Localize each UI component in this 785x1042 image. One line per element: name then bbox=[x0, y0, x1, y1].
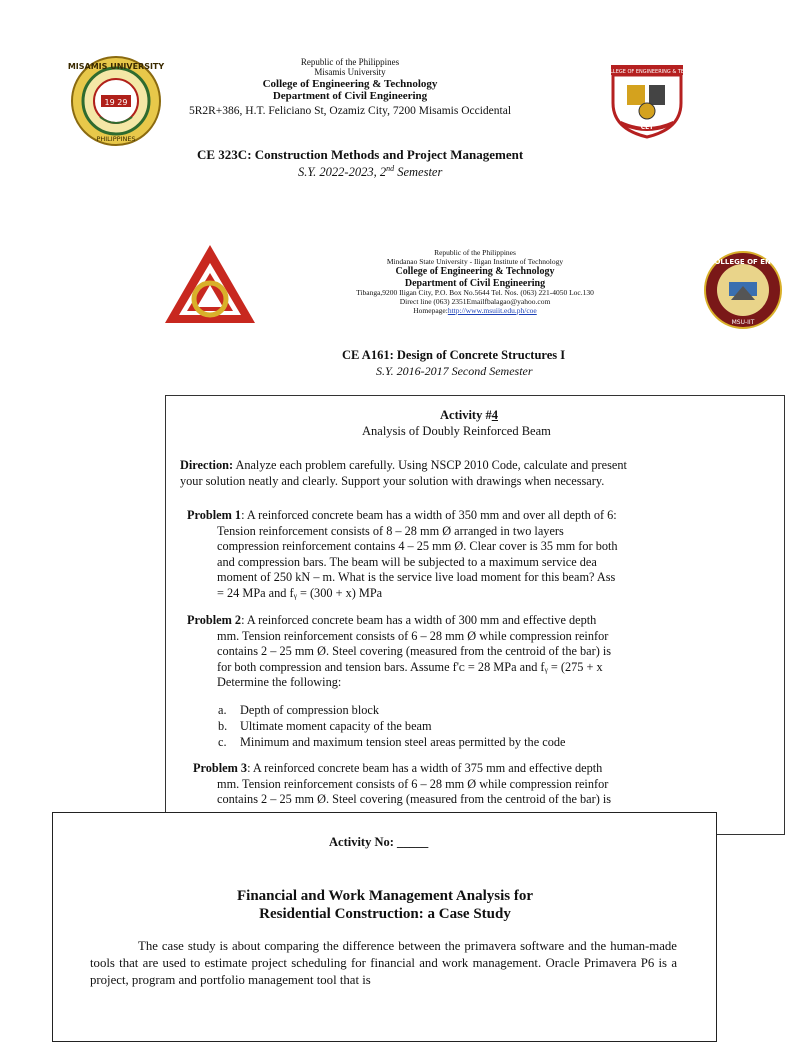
address-2: Tibanga,9200 Iligan City, P.O. Box No.5644 Tel. Nos. (063) 221-4050 Loc.130 bbox=[356, 288, 594, 298]
case-study-body: The case study is about comparing the difference between the primavera software and the human-made tools that are used to estimate project scheduling for financial and work management. Oracle Primavera P6 is a project, program and portfolio management tool that is bbox=[90, 939, 677, 987]
republic-line-2: Republic of the Philippines bbox=[434, 248, 516, 257]
msu-iit-triangle-logo bbox=[163, 243, 257, 327]
direct-line: Direct line (063) 2351Emailfbalagao@yahoo.com bbox=[399, 296, 551, 306]
problem-2: Problem 2: A reinforced concrete beam has a width of 300 mm and effective depth mm. Tension reinforcement consists of 6 – 28 mm Ø while compression reinfor contains 2 – 25 mm Ø. Steel covering (measured from the centroid of the bar) is for both compression and tension bars. Assume f'ᴄ = 28 MPa and fᵧ = (275 + x Determine the following: bbox=[187, 613, 612, 689]
list-item: a. Depth of compression block bbox=[218, 703, 379, 717]
cet-shield-logo bbox=[602, 63, 692, 139]
activity-title: Activity #4 bbox=[440, 408, 498, 422]
semester-1: S.Y. 2022-2023, 2nd Semester bbox=[298, 164, 443, 180]
department-name: Department of Civil Engineering bbox=[272, 90, 428, 103]
problem-1: Problem 1: A reinforced concrete beam has a width of 350 mm and over all depth of 6: Tension reinforcement consists of 8 – 28 mm Ø arranged in two layers compression reinforcement contains 4 – 25 mm Ø. Clear cover is 35 mm for both and compression bars. The beam will be subjected to a maximum service dea moment of 250 kN – m. What is the service live load moment for this beam? Ass = 24 MPa and fᵧ = (300 + x) MPa bbox=[187, 508, 618, 600]
homepage-link[interactable]: http://www.msuiit.edu.ph/coe bbox=[447, 305, 537, 315]
university-name: Misamis University bbox=[314, 67, 386, 78]
svg-text:19 29: 19 29 bbox=[104, 98, 128, 107]
department-name-2: Department of Civil Engineering bbox=[404, 277, 546, 289]
course-title-2: CE A161: Design of Concrete Structures I bbox=[342, 348, 566, 362]
address: 5R2R+386, H.T. Feliciano St, Ozamiz City, 7200 Misamis Occidental bbox=[188, 104, 512, 117]
college-of-engineering-seal bbox=[703, 250, 777, 330]
header-2 bbox=[300, 249, 650, 315]
college-name: College of Engineering & Technology bbox=[262, 77, 438, 90]
problem-3: Problem 3: A reinforced concrete beam has a width of 375 mm and effective depth mm. Tension reinforcement consists of 6 – 28 mm Ø while compression reinfor contains 2 – 25 mm Ø. Steel covering (measured from the centroid of the bar) is bbox=[193, 761, 612, 806]
university-name-2: Mindanao State University - Iligan Institute of Technology bbox=[386, 256, 564, 266]
misamis-university-seal bbox=[67, 55, 165, 147]
activity-subtitle: Analysis of Doubly Reinforced Beam bbox=[362, 424, 551, 438]
svg-text:COLLEGE OF ENG: COLLEGE OF ENG bbox=[709, 258, 777, 266]
semester-2: S.Y. 2016-2017 Second Semester bbox=[376, 364, 533, 378]
course-title-1: CE 323C: Construction Methods and Project Management bbox=[197, 147, 524, 162]
svg-text:COLLEGE OF ENGINEERING & TECH: COLLEGE OF ENGINEERING & TECH bbox=[602, 69, 692, 75]
college-name-2: College of Engineering & Technology bbox=[395, 266, 555, 278]
svg-text:PHILIPPINES: PHILIPPINES bbox=[96, 135, 136, 143]
list-item: c. Minimum and maximum tension steel areas permitted by the code bbox=[218, 735, 566, 749]
svg-text:MSU-IIT: MSU-IIT bbox=[731, 319, 755, 326]
direction: Direction: Analyze each problem carefully. Using NSCP 2010 Code, calculate and present your solution neatly and clearly. Support your solution with drawings when necessary. bbox=[180, 458, 627, 488]
republic-line: Republic of the Philippines bbox=[300, 57, 400, 67]
header-1 bbox=[150, 57, 550, 118]
svg-text:MISAMIS UNIVERSITY: MISAMIS UNIVERSITY bbox=[67, 62, 165, 71]
problem-2-list bbox=[218, 702, 565, 750]
homepage-line: Homepage:http://www.msuiit.edu.ph/coe bbox=[413, 305, 537, 315]
list-item: b. Ultimate moment capacity of the beam bbox=[218, 719, 432, 733]
case-study-title: Financial and Work Management Analysis for Residential Construction: a Case Study bbox=[236, 888, 533, 922]
activity-number: Activity No: _____ bbox=[329, 835, 429, 849]
svg-text:CET: CET bbox=[640, 124, 654, 131]
